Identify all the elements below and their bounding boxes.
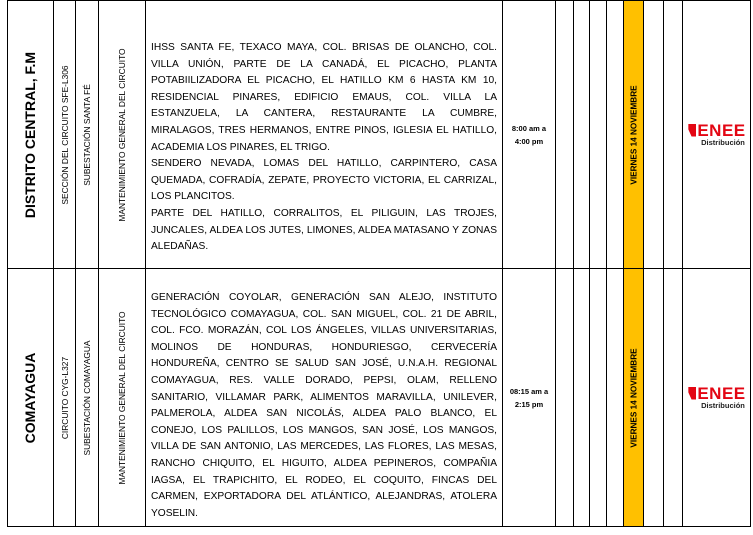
affected-areas-paragraph: SENDERO NEVADA, LOMAS DEL HATILLO, CARPINTERO, CASA QUEMADA, COFRADÍA, ZEPATE, PROYECTO VICTORIA, EL CARRIZAL, LOS PLANCITOS. (151, 158, 497, 203)
substation-name: SUBESTACIÓN COMAYAGUA (82, 340, 92, 455)
time-cell (502, 0, 555, 269)
affected-areas-cell (145, 0, 502, 269)
circuit-name: CIRCUITO CYG-L327 (59, 356, 70, 439)
enee-mark-icon (688, 387, 696, 400)
affected-areas-paragraph: GENERACIÓN COYOLAR, GENERACIÓN SAN ALEJO, INSTITUTO TECNOLÓGICO COMAYAGUA, COL. SAN MIGUEL, COL. 21 DE ABRIL, COL. FCO. MORAZÁN, COL LOS ÁNGELES, VILLAS UNIVERSITARIAS, MOLINOS DE HONDURAS, HONDURIESGO, CERVECERÍA HONDUREÑA, CENTRO SE SALUD SAN JOSÉ, U.N.A.H. REGIONAL COMAYAGUA, RES. VALLE DORADO, PEPSI, OLAM, RELLENO SANITARIO, VILLAMAR PARK, ALIMENTOS MARAVILLA, UNILEVER, PALMEROLA, ALDEA SAN NICOLÁS, ALDEA PALO BLANCO, EL CONEJO, LOS PALILLOS, LOS MANGOS, SAN JOSÉ, LOS MANGOS, VILLA DE SAN ANTONIO, LAS MERCEDES, LAS FLORES, LAS MESAS, RANCHO CHIQUITO, EL HIGUITO, ALDEA PEPINEROS, COMPAÑIA IAGSA, EL TRAPICHITO, EL RODEO, EL COQUITO, FINCAS DEL CARMEN, EXPORTADORA DEL ATLÁNTICO, ALEJANDRAS, ATOLERA YOSELIN. (151, 292, 497, 519)
enee-logo (683, 383, 751, 410)
blank-cell (589, 268, 606, 527)
logo-name: ENEE (697, 383, 746, 403)
affected-areas (151, 290, 497, 522)
region-name: DISTRITO CENTRAL, F.M (22, 51, 38, 218)
region-name: COMAYAGUA (22, 352, 38, 443)
outage-row-1 (7, 0, 751, 269)
time-range (503, 122, 555, 148)
region-cell (7, 0, 53, 269)
region-cell (7, 268, 53, 527)
blank-cell (606, 268, 623, 527)
time-end: 4:00 pm (514, 136, 544, 146)
time-end: 2:15 pm (514, 399, 544, 409)
affected-areas-paragraph: IHSS SANTA FE, TEXACO MAYA, COL. BRISAS DE OLANCHO, COL. VILLA UNIÓN, PARTE DE LA CANADÁ, EL PICACHO, PLANTA POTABIILIZADORA EL PICACHO, EL HATILLO KM 6 HASTA KM 10, RESIDENCIAL PINARES, EDIFICIO EMAUS, COL. VILLA LA ESTANZUELA, LA CANTERA, RESTAURANTE LA CUMBRE, MIRALAGOS, TRES HERMANOS, ENTRE PINOS, IGLESIA EL HATILLO, ACADEMIA LOS PINARES, EL TRIGO. (151, 42, 497, 153)
date-cell (623, 268, 643, 527)
time-cell (502, 268, 555, 527)
blank-cell (606, 0, 623, 269)
circuit-cell (53, 268, 75, 527)
blank-cell (573, 268, 589, 527)
substation-cell (75, 268, 98, 527)
blank-cell (589, 0, 606, 269)
time-start: 8:00 am a (511, 123, 547, 133)
substation-cell (75, 0, 98, 269)
blank-cell (643, 0, 663, 269)
outage-date: VIERNES 14 NOVIEMBRE (629, 84, 638, 185)
blank-cell (663, 268, 682, 527)
work-cell (98, 268, 145, 527)
circuit-cell (53, 0, 75, 269)
blank-cell (573, 0, 589, 269)
blank-cell (663, 0, 682, 269)
outage-row-2 (7, 268, 751, 527)
work-cell (98, 0, 145, 269)
enee-logo (683, 120, 751, 147)
time-start: 08:15 am a (509, 386, 549, 396)
blank-cell (643, 268, 663, 527)
logo-cell (682, 268, 751, 527)
work-description: MANTENIMIENTO GENERAL DEL CIRCUITO (117, 310, 127, 485)
enee-mark-icon (688, 124, 696, 137)
blank-cell (555, 0, 573, 269)
time-range (503, 385, 555, 411)
logo-name: ENEE (697, 120, 746, 140)
work-description: MANTENIMIENTO GENERAL DEL CIRCUITO (117, 47, 127, 222)
circuit-name: SECCIÓN DEL CIRCUITO SFE-L306 (59, 64, 70, 205)
blank-cell (555, 268, 573, 527)
outage-date: VIERNES 14 NOVIEMBRE (629, 347, 638, 448)
date-cell (623, 0, 643, 269)
affected-areas-paragraph: PARTE DEL HATILLO, CORRALITOS, EL PILIGUIN, LAS TROJES, JUNCALES, ALDEA LOS JUTES, LIMONES, ALDEA MATASANO Y ZONAS ALEDAÑAS. (151, 207, 497, 253)
logo-cell (682, 0, 751, 269)
logo-subtitle: Distribución (701, 137, 745, 147)
substation-name: SUBESTACIÓN SANTA FÉ (82, 83, 92, 186)
affected-areas (151, 40, 497, 256)
affected-areas-cell (145, 268, 502, 527)
logo-subtitle: Distribución (701, 400, 745, 410)
